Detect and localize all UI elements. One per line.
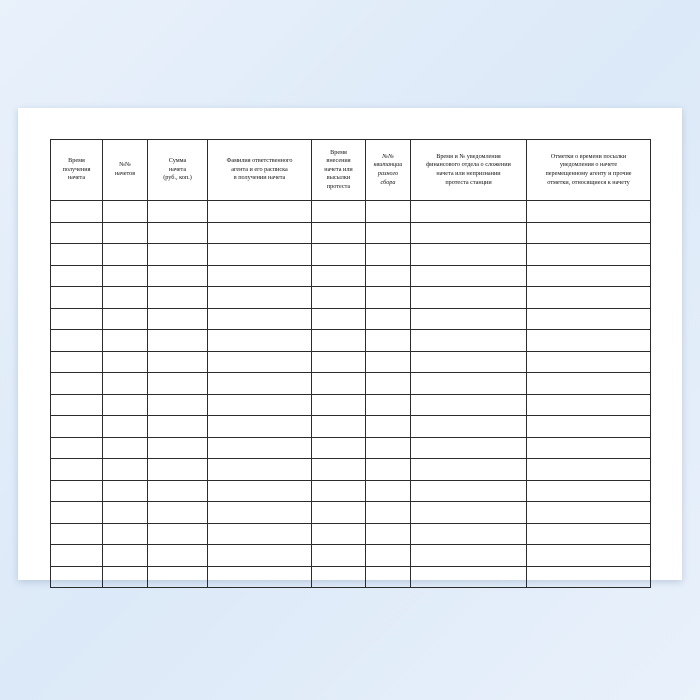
table-cell[interactable] bbox=[312, 373, 366, 395]
table-row[interactable] bbox=[51, 308, 651, 330]
table-cell[interactable] bbox=[208, 416, 312, 438]
table-cell[interactable] bbox=[411, 502, 527, 524]
table-cell[interactable] bbox=[366, 545, 411, 567]
table-cell[interactable] bbox=[148, 287, 208, 309]
table-cell[interactable] bbox=[103, 330, 148, 352]
table-cell[interactable] bbox=[51, 222, 103, 244]
table-cell[interactable] bbox=[411, 265, 527, 287]
table-cell[interactable] bbox=[366, 330, 411, 352]
table-cell[interactable] bbox=[366, 459, 411, 481]
table-body bbox=[51, 201, 651, 588]
column-header-marks bbox=[527, 140, 651, 201]
table-cell[interactable] bbox=[51, 566, 103, 588]
table-cell[interactable] bbox=[527, 373, 651, 395]
table-cell[interactable] bbox=[148, 459, 208, 481]
table-cell[interactable] bbox=[51, 480, 103, 502]
header-line: агента и его расписка bbox=[231, 165, 288, 173]
table-cell[interactable] bbox=[411, 480, 527, 502]
table-cell[interactable] bbox=[51, 201, 103, 223]
header-line: внесения bbox=[326, 157, 351, 165]
header-line: Время bbox=[68, 157, 85, 165]
column-header-agent-name bbox=[208, 140, 312, 201]
table-cell[interactable] bbox=[208, 244, 312, 266]
table-row[interactable] bbox=[51, 265, 651, 287]
table-cell[interactable] bbox=[411, 330, 527, 352]
table-cell[interactable] bbox=[148, 244, 208, 266]
header-row bbox=[51, 140, 651, 201]
table-cell[interactable] bbox=[312, 459, 366, 481]
table-cell[interactable] bbox=[411, 416, 527, 438]
table-cell[interactable] bbox=[411, 244, 527, 266]
table-cell[interactable] bbox=[148, 265, 208, 287]
table-cell[interactable] bbox=[366, 308, 411, 330]
table-cell[interactable] bbox=[527, 287, 651, 309]
table-cell[interactable] bbox=[103, 545, 148, 567]
table-cell[interactable] bbox=[103, 437, 148, 459]
table-cell[interactable] bbox=[366, 287, 411, 309]
table-cell[interactable] bbox=[51, 330, 103, 352]
table-cell[interactable] bbox=[411, 287, 527, 309]
table-cell[interactable] bbox=[366, 502, 411, 524]
table-cell[interactable] bbox=[103, 566, 148, 588]
table-header bbox=[51, 140, 651, 201]
table-cell[interactable] bbox=[208, 330, 312, 352]
column-header-sum bbox=[148, 140, 208, 201]
table-cell[interactable] bbox=[312, 351, 366, 373]
table-cell[interactable] bbox=[208, 201, 312, 223]
table-cell[interactable] bbox=[527, 244, 651, 266]
table-cell[interactable] bbox=[208, 373, 312, 395]
table-cell[interactable] bbox=[103, 373, 148, 395]
header-line: в получении начета bbox=[233, 174, 286, 182]
table-cell[interactable] bbox=[411, 459, 527, 481]
table-cell[interactable] bbox=[208, 523, 312, 545]
table-cell[interactable] bbox=[366, 437, 411, 459]
header-line: разного bbox=[377, 170, 399, 177]
table-cell[interactable] bbox=[366, 244, 411, 266]
table-cell[interactable] bbox=[103, 244, 148, 266]
table-row[interactable] bbox=[51, 437, 651, 459]
header-line: Отметки о времени посылки bbox=[550, 152, 627, 160]
table-cell[interactable] bbox=[411, 523, 527, 545]
header-line: финансового отдела о сложении bbox=[426, 161, 511, 169]
table-cell[interactable] bbox=[312, 545, 366, 567]
table-row[interactable] bbox=[51, 416, 651, 438]
table-cell[interactable] bbox=[148, 308, 208, 330]
header-line: отметки, относящиеся к начету bbox=[547, 178, 630, 186]
table-cell[interactable] bbox=[103, 502, 148, 524]
header-line: протеста станции bbox=[445, 178, 492, 186]
table-cell[interactable] bbox=[312, 244, 366, 266]
header-line: начета или непризнании bbox=[436, 170, 501, 177]
column-header-receipt bbox=[366, 140, 411, 201]
table-cell[interactable] bbox=[366, 351, 411, 373]
header-line: начета или bbox=[324, 165, 353, 173]
table-cell[interactable] bbox=[411, 351, 527, 373]
table-cell[interactable] bbox=[103, 351, 148, 373]
table-cell[interactable] bbox=[527, 351, 651, 373]
table-row[interactable] bbox=[51, 545, 651, 567]
table-cell[interactable] bbox=[527, 437, 651, 459]
table-cell[interactable] bbox=[208, 566, 312, 588]
table-row[interactable] bbox=[51, 330, 651, 352]
table-cell[interactable] bbox=[51, 351, 103, 373]
header-line: Время и № уведомления bbox=[436, 152, 501, 160]
column-header-number bbox=[103, 140, 148, 201]
table-row[interactable] bbox=[51, 244, 651, 266]
header-line: получения bbox=[62, 165, 91, 173]
table-cell[interactable] bbox=[148, 373, 208, 395]
table-cell[interactable] bbox=[103, 201, 148, 223]
table-cell[interactable] bbox=[366, 373, 411, 395]
table-cell[interactable] bbox=[411, 545, 527, 567]
table-cell[interactable] bbox=[103, 416, 148, 438]
table-cell[interactable] bbox=[148, 566, 208, 588]
header-line: начетов bbox=[114, 170, 136, 177]
table-cell[interactable] bbox=[366, 566, 411, 588]
header-line: перемещенному агенту и прочие bbox=[545, 170, 632, 177]
table-cell[interactable] bbox=[51, 308, 103, 330]
header-line: Время bbox=[330, 148, 347, 156]
table-cell[interactable] bbox=[148, 222, 208, 244]
table-cell[interactable] bbox=[366, 416, 411, 438]
ledger-table bbox=[50, 139, 651, 588]
table-cell[interactable] bbox=[527, 502, 651, 524]
table-row[interactable] bbox=[51, 287, 651, 309]
table-cell[interactable] bbox=[51, 437, 103, 459]
table-cell[interactable] bbox=[527, 308, 651, 330]
table-cell[interactable] bbox=[148, 545, 208, 567]
header-line: высылки bbox=[326, 174, 351, 182]
table-cell[interactable] bbox=[312, 523, 366, 545]
table-cell[interactable] bbox=[366, 222, 411, 244]
table-cell[interactable] bbox=[148, 416, 208, 438]
header-line: (руб., коп.) bbox=[163, 174, 192, 182]
header-line: Фамилия ответственного bbox=[226, 157, 293, 165]
table-cell[interactable] bbox=[103, 523, 148, 545]
table-cell[interactable] bbox=[148, 437, 208, 459]
table-cell[interactable] bbox=[366, 394, 411, 416]
table-cell[interactable] bbox=[208, 480, 312, 502]
table-cell[interactable] bbox=[411, 222, 527, 244]
table-cell[interactable] bbox=[51, 545, 103, 567]
table-cell[interactable] bbox=[527, 459, 651, 481]
column-header-notice bbox=[411, 140, 527, 201]
table-cell[interactable] bbox=[208, 437, 312, 459]
table-cell[interactable] bbox=[208, 308, 312, 330]
table-cell[interactable] bbox=[366, 523, 411, 545]
table-cell[interactable] bbox=[51, 287, 103, 309]
header-line: Сумма bbox=[168, 157, 187, 165]
column-header-time-received bbox=[51, 140, 103, 201]
table-cell[interactable] bbox=[103, 394, 148, 416]
table-cell[interactable] bbox=[312, 330, 366, 352]
table-row[interactable] bbox=[51, 523, 651, 545]
table-cell[interactable] bbox=[208, 265, 312, 287]
header-line: №№ bbox=[382, 152, 394, 160]
table-row[interactable] bbox=[51, 459, 651, 481]
document-page bbox=[18, 108, 682, 580]
table-cell[interactable] bbox=[148, 351, 208, 373]
table-cell[interactable] bbox=[527, 265, 651, 287]
table-row[interactable] bbox=[51, 480, 651, 502]
table-cell[interactable] bbox=[208, 222, 312, 244]
table-cell[interactable] bbox=[312, 308, 366, 330]
table-cell[interactable] bbox=[527, 201, 651, 223]
table-cell[interactable] bbox=[208, 502, 312, 524]
header-line: сбора bbox=[380, 178, 396, 186]
table-cell[interactable] bbox=[208, 545, 312, 567]
table-cell[interactable] bbox=[527, 566, 651, 588]
table-cell[interactable] bbox=[148, 201, 208, 223]
table-cell[interactable] bbox=[366, 480, 411, 502]
table-cell[interactable] bbox=[208, 351, 312, 373]
header-line: квитанции bbox=[373, 161, 403, 169]
table-row[interactable] bbox=[51, 222, 651, 244]
table-cell[interactable] bbox=[103, 265, 148, 287]
table-cell[interactable] bbox=[312, 394, 366, 416]
table-cell[interactable] bbox=[411, 394, 527, 416]
table-cell[interactable] bbox=[51, 502, 103, 524]
table-cell[interactable] bbox=[51, 265, 103, 287]
table-cell[interactable] bbox=[148, 502, 208, 524]
table-cell[interactable] bbox=[411, 308, 527, 330]
table-cell[interactable] bbox=[312, 566, 366, 588]
table-cell[interactable] bbox=[411, 201, 527, 223]
table-cell[interactable] bbox=[312, 265, 366, 287]
table-cell[interactable] bbox=[312, 480, 366, 502]
table-cell[interactable] bbox=[103, 459, 148, 481]
table-cell[interactable] bbox=[312, 437, 366, 459]
table-cell[interactable] bbox=[527, 330, 651, 352]
table-cell[interactable] bbox=[51, 459, 103, 481]
header-line: начета bbox=[67, 174, 86, 182]
table-row[interactable] bbox=[51, 373, 651, 395]
table-cell[interactable] bbox=[527, 480, 651, 502]
table-cell[interactable] bbox=[527, 523, 651, 545]
table-cell[interactable] bbox=[411, 373, 527, 395]
table-cell[interactable] bbox=[51, 394, 103, 416]
table-cell[interactable] bbox=[312, 287, 366, 309]
table-cell[interactable] bbox=[527, 222, 651, 244]
table-row[interactable] bbox=[51, 201, 651, 223]
table-cell[interactable] bbox=[208, 394, 312, 416]
table-cell[interactable] bbox=[411, 437, 527, 459]
table-cell[interactable] bbox=[103, 480, 148, 502]
ledger-table-container bbox=[50, 139, 650, 588]
table-cell[interactable] bbox=[312, 222, 366, 244]
table-cell[interactable] bbox=[148, 523, 208, 545]
table-cell[interactable] bbox=[312, 502, 366, 524]
table-cell[interactable] bbox=[366, 201, 411, 223]
table-cell[interactable] bbox=[411, 566, 527, 588]
table-cell[interactable] bbox=[208, 459, 312, 481]
table-cell[interactable] bbox=[312, 201, 366, 223]
table-cell[interactable] bbox=[148, 394, 208, 416]
table-cell[interactable] bbox=[103, 222, 148, 244]
table-row[interactable] bbox=[51, 566, 651, 588]
table-cell[interactable] bbox=[103, 308, 148, 330]
table-cell[interactable] bbox=[527, 394, 651, 416]
table-cell[interactable] bbox=[527, 545, 651, 567]
header-line: №№ bbox=[119, 161, 131, 169]
table-row[interactable] bbox=[51, 394, 651, 416]
table-cell[interactable] bbox=[103, 287, 148, 309]
header-line: начета bbox=[168, 165, 187, 173]
table-cell[interactable] bbox=[366, 265, 411, 287]
table-cell[interactable] bbox=[51, 244, 103, 266]
column-header-protest-time bbox=[312, 140, 366, 201]
table-cell[interactable] bbox=[51, 416, 103, 438]
table-cell[interactable] bbox=[312, 416, 366, 438]
table-cell[interactable] bbox=[208, 287, 312, 309]
table-row[interactable] bbox=[51, 351, 651, 373]
table-row[interactable] bbox=[51, 502, 651, 524]
table-cell[interactable] bbox=[148, 330, 208, 352]
header-line: протеста bbox=[326, 182, 351, 190]
header-line: уведомления о начете bbox=[559, 161, 618, 169]
table-cell[interactable] bbox=[527, 416, 651, 438]
table-cell[interactable] bbox=[51, 523, 103, 545]
table-cell[interactable] bbox=[51, 373, 103, 395]
table-cell[interactable] bbox=[148, 480, 208, 502]
